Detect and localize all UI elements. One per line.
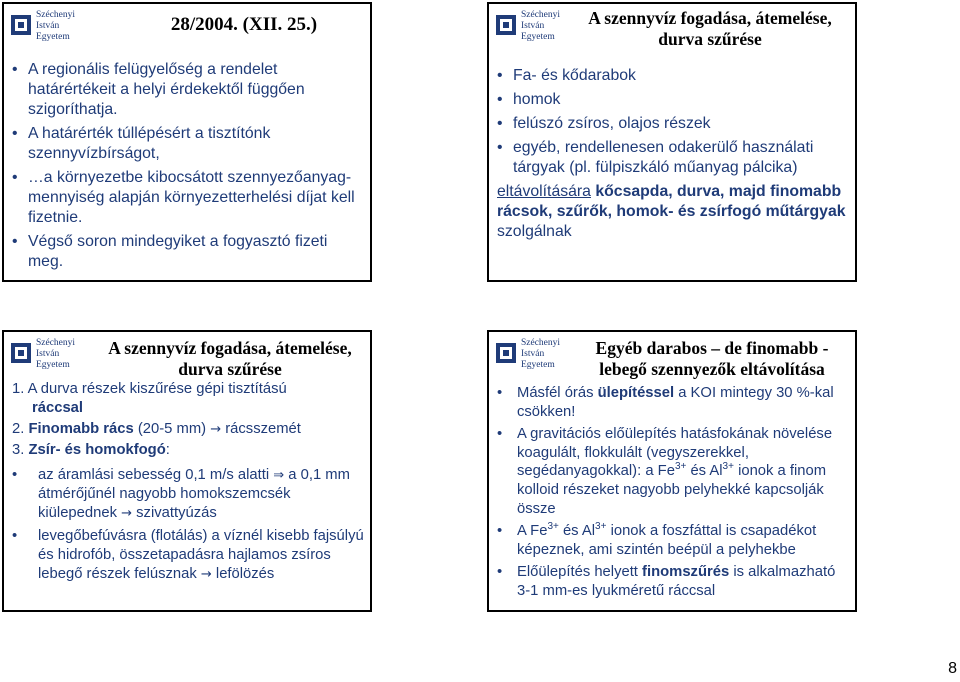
slide-3-item-1-bold: ráccsal [32, 400, 84, 416]
logo-line-1: Széchenyi [521, 338, 561, 348]
university-logo [495, 338, 569, 374]
logo-line-3: Egyetem [521, 360, 555, 370]
university-logo-icon [495, 12, 517, 38]
slide-4-b2-a: A gravitációs előülepítés hatásfokának növelése koagulált, flokkulált (vegyszerekkel, [517, 426, 833, 461]
logo-line-3: Egyetem [36, 32, 70, 42]
slide-4-b3-c: ionok a foszfáttal is csapadékot képeznek, ami szintén beépül a pelyhekbe [517, 523, 817, 558]
logo-line-2: István [521, 349, 545, 359]
slide-2-bullet: • homok [497, 90, 849, 110]
slide-4-b2-c: és Al [686, 463, 723, 480]
slide-4-b3-sup-2: 3+ [595, 521, 607, 533]
slide-4-bullet-1 [497, 384, 849, 421]
slide-1-bullet: • Végső soron mindegyiket a fogyasztó fizeti meg. [12, 232, 364, 272]
slide-3-item-2-rest: (20-5 mm) [137, 421, 207, 437]
slide-3-item-2-prefix: 2. [12, 421, 25, 437]
slide-2-para-end: szolgálnak [497, 223, 572, 240]
slide-3-item-1 [12, 380, 364, 418]
slide-2-body [497, 66, 849, 242]
slide-2-bullet: • egyéb, rendellenesen odakerülő használati tárgyak (pl. fülpiszkáló műanyag pálcika) [497, 138, 849, 178]
slide-2-paragraph [497, 182, 849, 242]
slide-4-b3-a: A Fe [517, 523, 548, 540]
slide-3-subbullet-1 [12, 466, 364, 523]
slide-3-title-line-1: A szennyvíz fogadása, átemelése, [108, 338, 352, 358]
logo-line-3: Egyetem [36, 360, 70, 370]
slide-3-item-3 [12, 441, 364, 460]
slide-3-sub-1-c: szivattyúzás [136, 505, 217, 521]
slide-3-title [90, 338, 370, 380]
slide-3-item-2 [12, 420, 364, 439]
slide-4-b4-a: Előülepítés helyett [517, 564, 638, 581]
slide-4-b2-b: segédanyagokkal): a Fe [517, 463, 675, 480]
slide-3-sub-1-b: a 0,1 mm átmérőjűnél nagyobb homokszemcsék kiülepednek [38, 467, 350, 521]
slide-4-bullet-3 [497, 522, 849, 559]
slide-4-bullet-2 [497, 425, 849, 518]
slide-4-b1-b: a KOI mintegy 30 %-kal csökken! [517, 385, 834, 420]
slide-3-item-3-bold: Zsír- és homokfogó [28, 442, 166, 458]
slide-4-b2-sup-2: 3+ [722, 461, 734, 473]
right-arrow-icon: → [121, 506, 133, 521]
slide-3-item-2-end: rácsszemét [225, 421, 301, 437]
slide-3-sub-2-a: levegőbefúvásra (flotálás) a víznél kisebb fajsúlyú és hidrofób, összetapadásra hajlamos zsíros lebegő részek felúsznak [38, 528, 364, 582]
slide-1-title: 28/2004. (XII. 25.) [170, 14, 318, 35]
slide-3-sub-1-a: az áramlási sebesség 0,1 m/s alatti [38, 467, 270, 483]
logo-line-3: Egyetem [521, 32, 555, 42]
university-logo-icon [10, 340, 32, 366]
slide-1 [2, 2, 372, 282]
university-logo [10, 338, 84, 374]
slide-3-item-2-bold: Finomabb rács [28, 421, 134, 437]
university-logo-icon [495, 340, 517, 366]
page-number: 8 [948, 660, 957, 677]
slide-4-b3-b: és Al [558, 523, 596, 540]
slide-2-title [565, 8, 855, 50]
slide-3-item-1-text: 1. A durva részek kiszűrése gépi tisztítású [12, 381, 287, 397]
slide-1-bullet: • …a környezetbe kibocsátott szennyezőanyag-mennyiség alapján környezetterhelési díjat kell fizetnie. [12, 168, 364, 228]
right-arrow-icon: → [200, 567, 212, 582]
slide-2-para-bold: kőcsapda, durva, majd finomabb rácsok, szűrők, homok- és zsírfogó műtárgyak [497, 183, 846, 220]
slide-4-title [569, 338, 855, 380]
slide-2-para-underlined: eltávolítására [497, 183, 591, 200]
slide-4-b1-a: Másfél órás [517, 385, 594, 401]
slide-1-bullet: • A regionális felügyelőség a rendelet határértékeit a helyi érdekektől függően szigoríthatja. [12, 60, 364, 120]
logo-line-1: Széchenyi [521, 10, 561, 20]
slide-4-title-line-1: Egyéb darabos – de finomabb - [595, 338, 829, 358]
slide-2-bullet: • Fa- és kődarabok [497, 66, 849, 86]
slide-3-title-line-2: durva szűrése [178, 359, 282, 379]
slide-4-b3-sup-1: 3+ [547, 521, 559, 533]
slide-4-b4-bold: finomszűrés [642, 564, 730, 581]
university-logo-icon [10, 12, 32, 38]
slide-1-body [12, 60, 364, 276]
slide-3 [2, 330, 372, 612]
slide-4 [487, 330, 857, 612]
slide-3-item-3-prefix: 3. [12, 442, 25, 458]
slide-2-title-line-1: A szennyvíz fogadása, átemelése, [588, 8, 832, 28]
slide-4-b4-b: is alkalmazható 3-1 mm-es lyukméretű ráccsal [517, 564, 836, 599]
university-logo [10, 10, 84, 46]
slide-2-bullet: • felúszó zsíros, olajos részek [497, 114, 849, 134]
logo-line-2: István [521, 21, 545, 31]
slide-4-body [497, 384, 849, 605]
logo-line-1: Széchenyi [36, 10, 76, 20]
slide-4-b2-d: ionok a finom kolloid részeket nagyobb pelyhekké kapcsolják össze [517, 463, 827, 517]
slide-3-item-3-end: : [165, 442, 170, 458]
implies-arrow-icon: ⇒ [273, 468, 285, 483]
slide-3-sub-2-b: lefölözés [215, 566, 275, 582]
slide-4-b2-sup-1: 3+ [674, 461, 687, 473]
logo-line-2: István [36, 21, 60, 31]
slide-3-body [12, 380, 364, 588]
right-arrow-icon: → [210, 422, 222, 437]
slide-1-bullet: • A határérték túllépésért a tisztítónk szennyvízbírságot, [12, 124, 364, 164]
slide-4-title-line-2: lebegő szennyezők eltávolítása [599, 359, 825, 379]
slide-2-title-line-2: durva szűrése [658, 29, 762, 49]
logo-line-1: Széchenyi [36, 338, 76, 348]
university-logo [495, 10, 569, 46]
logo-line-2: István [36, 349, 60, 359]
slide-2 [487, 2, 857, 282]
slide-3-subbullet-2 [12, 527, 364, 584]
slide-4-b1-bold: ülepítéssel [597, 385, 675, 401]
slide-4-bullet-4 [497, 563, 849, 600]
